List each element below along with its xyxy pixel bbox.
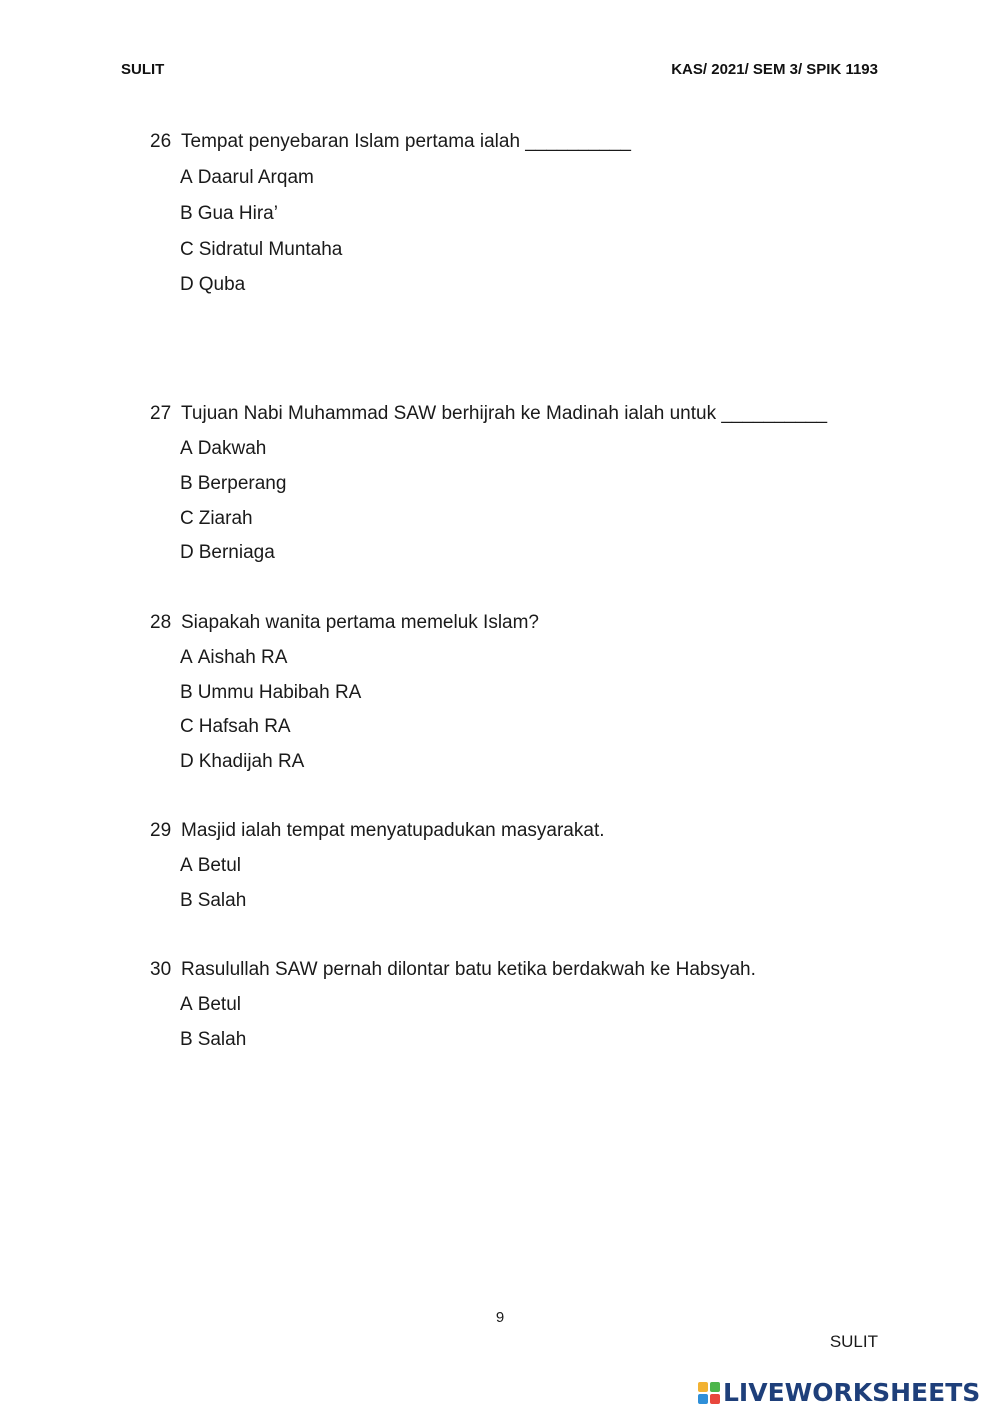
question-28 (150, 612, 539, 634)
option-letter: B (180, 1029, 193, 1050)
option-letter: A (180, 647, 193, 668)
option-letter: B (180, 682, 193, 703)
question-text: Siapakah wanita pertama memeluk Islam? (181, 612, 540, 633)
option-text: Ummu Habibah RA (197, 682, 362, 703)
option-text: Berniaga (198, 542, 275, 563)
question-27-option-c[interactable] (180, 508, 253, 530)
question-27-option-a[interactable] (180, 438, 266, 460)
question-28-option-a[interactable] (180, 647, 287, 669)
option-letter: B (180, 203, 193, 224)
question-text: Masjid ialah tempat menyatupadukan masyarakat. (181, 820, 605, 841)
option-text: Daarul Arqam (197, 167, 314, 188)
logo-tile (710, 1382, 720, 1392)
option-letter: A (180, 438, 193, 459)
question-26-option-c[interactable] (180, 239, 342, 261)
question-27 (150, 403, 827, 425)
header-classification: SULIT (121, 61, 165, 78)
option-text: Dakwah (197, 438, 267, 459)
question-27-option-b[interactable] (180, 473, 286, 495)
question-number: 27 (150, 403, 172, 424)
question-number: 26 (150, 131, 172, 152)
question-28-option-c[interactable] (180, 716, 291, 738)
option-text: Betul (197, 994, 241, 1015)
option-text: Gua Hira’ (197, 203, 278, 224)
question-26-option-a[interactable] (180, 167, 314, 189)
logo-tile (710, 1394, 720, 1404)
question-text: Rasulullah SAW pernah dilontar batu ketika berdakwah ke Habsyah. (181, 959, 756, 980)
option-letter: D (180, 751, 194, 772)
option-letter: B (180, 890, 193, 911)
question-number: 29 (150, 820, 172, 841)
option-text: Hafsah RA (198, 716, 291, 737)
logo-tile (698, 1382, 708, 1392)
option-letter: C (180, 508, 194, 529)
header-paper-code: KAS/ 2021/ SEM 3/ SPIK 1193 (671, 61, 878, 78)
question-30 (150, 959, 756, 981)
question-28-option-d[interactable] (180, 751, 304, 773)
option-letter: D (180, 542, 194, 563)
footer-classification: SULIT (829, 1332, 878, 1351)
question-29-option-a[interactable] (180, 855, 241, 877)
logo-tile (698, 1394, 708, 1404)
option-text: Berperang (197, 473, 287, 494)
option-text: Ziarah (198, 508, 253, 529)
option-text: Sidratul Muntaha (198, 239, 343, 260)
page-number: 9 (495, 1309, 505, 1326)
question-27-option-d[interactable] (180, 542, 275, 564)
liveworksheets-logo-icon (698, 1382, 720, 1404)
option-letter: D (180, 274, 194, 295)
question-26-option-d[interactable] (180, 274, 245, 296)
question-29-option-b[interactable] (180, 890, 246, 912)
question-number: 28 (150, 612, 172, 633)
option-letter: B (180, 473, 193, 494)
question-text: Tujuan Nabi Muhammad SAW berhijrah ke Madinah ialah untuk __________ (181, 403, 828, 424)
question-29 (150, 820, 605, 842)
option-letter: C (180, 239, 194, 260)
question-26 (150, 131, 631, 153)
option-text: Aishah RA (197, 647, 288, 668)
option-letter: A (180, 855, 193, 876)
question-30-option-b[interactable] (180, 1029, 246, 1051)
option-letter: A (180, 167, 193, 188)
option-letter: A (180, 994, 193, 1015)
question-28-option-b[interactable] (180, 682, 361, 704)
liveworksheets-logo[interactable] (698, 1378, 980, 1407)
question-30-option-a[interactable] (180, 994, 241, 1016)
option-text: Salah (197, 1029, 247, 1050)
option-text: Khadijah RA (198, 751, 305, 772)
question-number: 30 (150, 959, 172, 980)
question-text: Tempat penyebaran Islam pertama ialah __________ (181, 131, 631, 152)
logo-text: LIVEWORKSHEETS (723, 1378, 981, 1407)
option-text: Salah (197, 890, 247, 911)
option-text: Betul (197, 855, 241, 876)
option-text: Quba (198, 274, 246, 295)
option-letter: C (180, 716, 194, 737)
question-26-option-b[interactable] (180, 203, 278, 225)
